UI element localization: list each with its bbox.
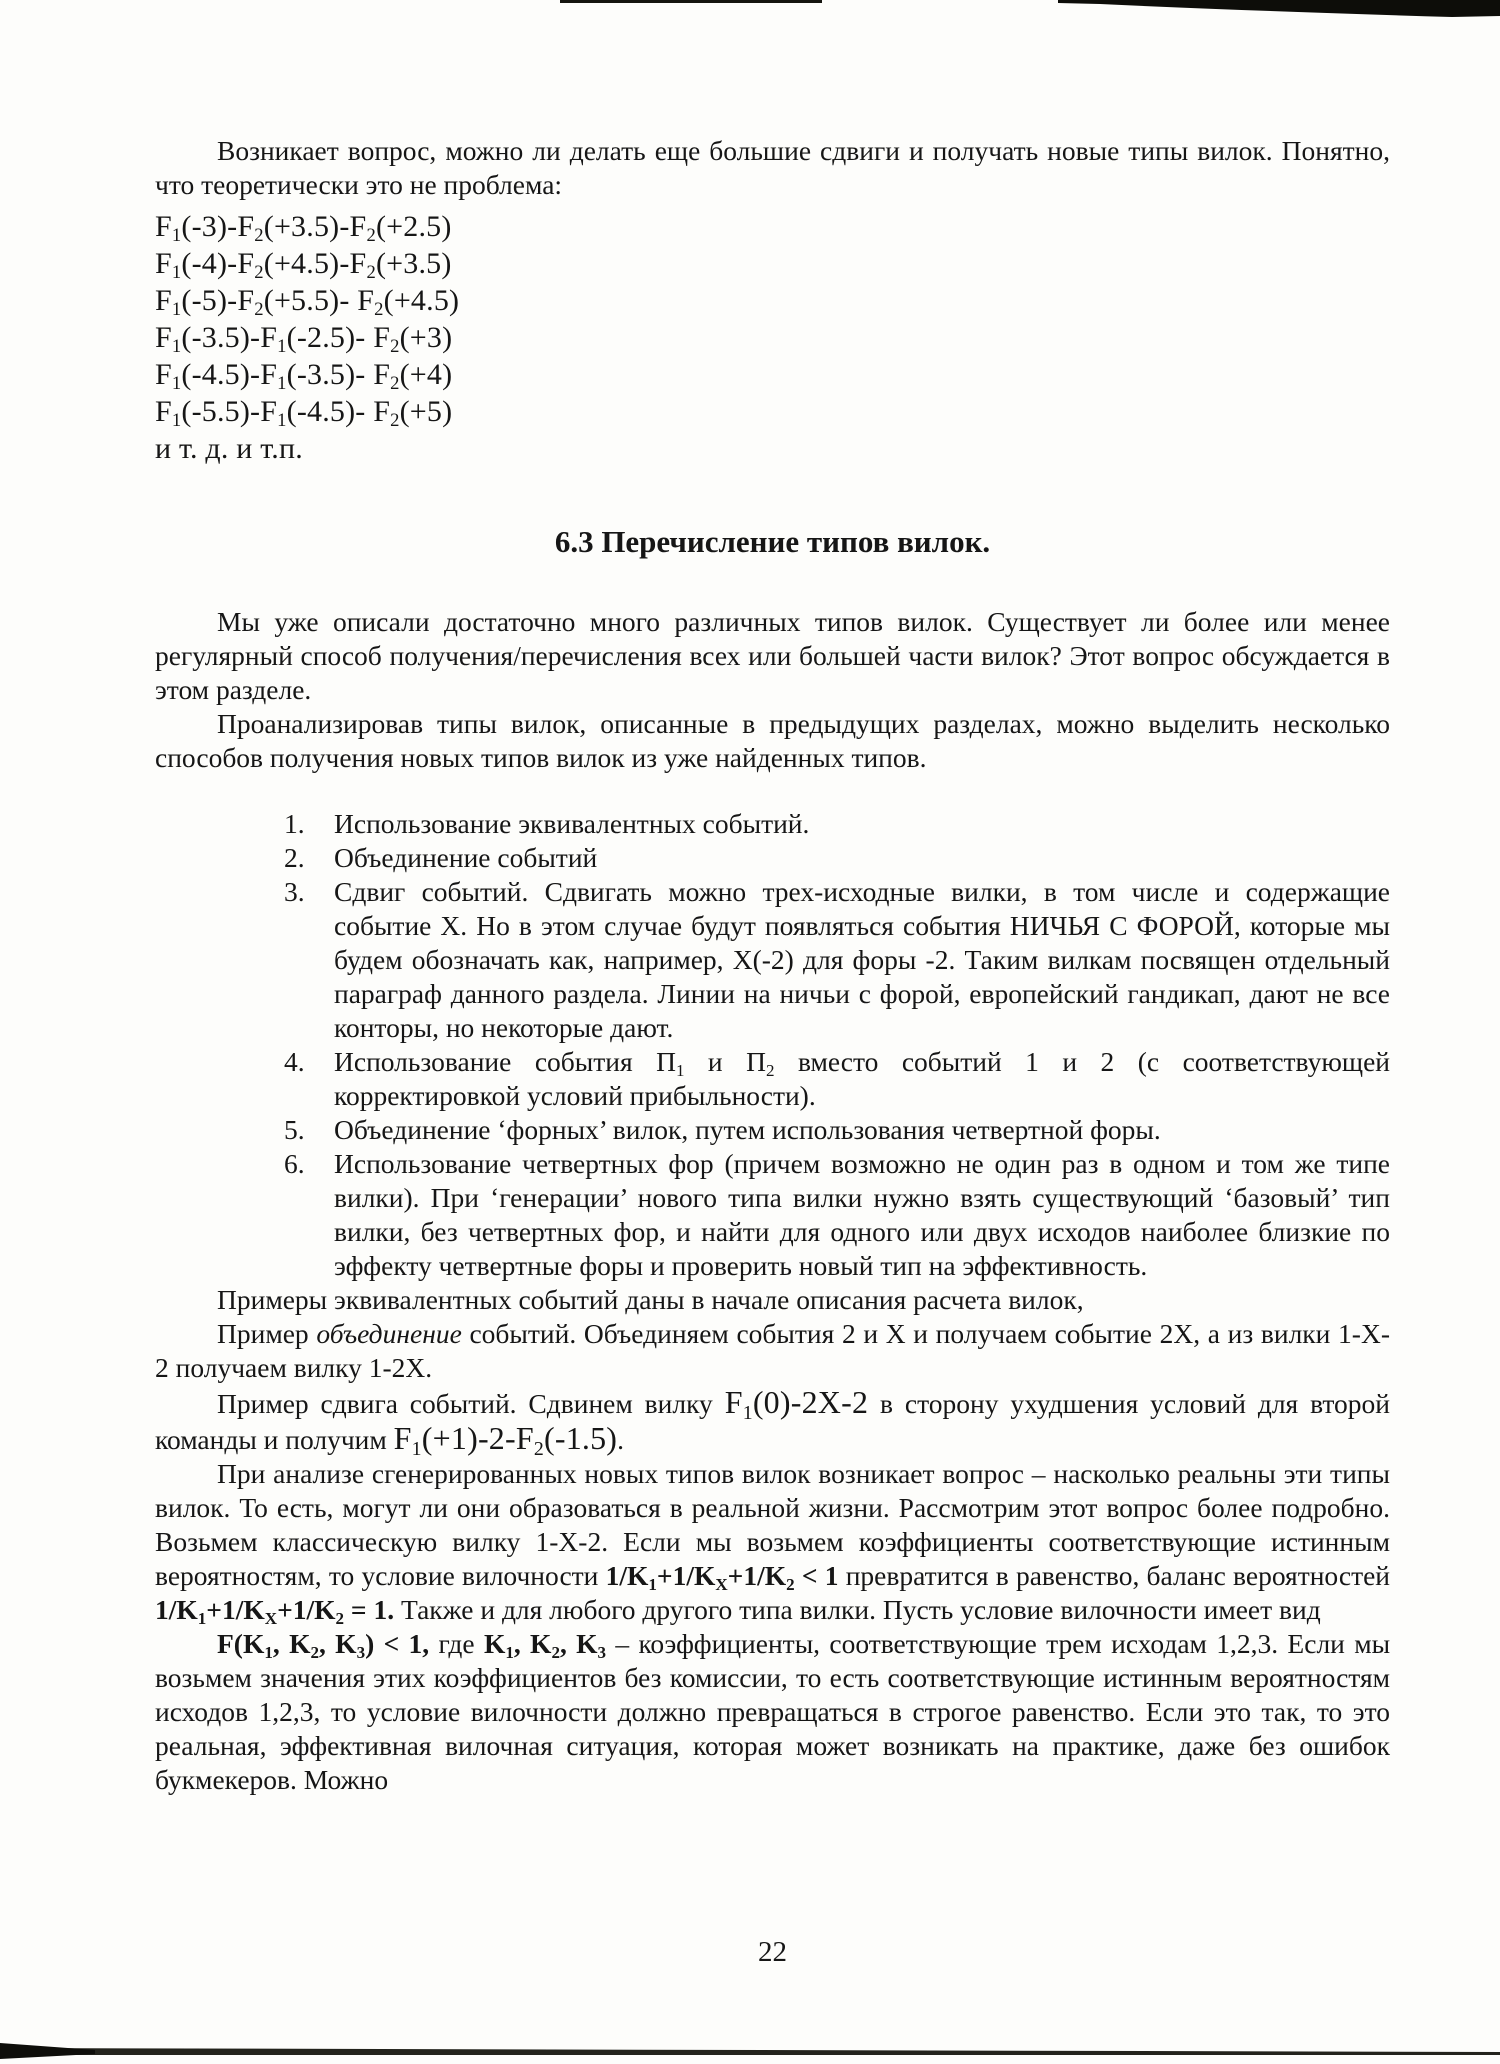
etc-line: и т. д. и т.п.	[155, 432, 303, 465]
scan-artifact-bottom	[0, 2040, 1500, 2064]
methods-list	[155, 807, 1390, 1283]
list-item: Объединение событий	[334, 842, 598, 873]
page-number: 22	[758, 1936, 787, 1968]
paragraph-shift-example: Пример сдвига событий. Сдвинем вилку $F_1(0)-2X-2$ в сторону ухудшения условий для второй команды и получим $F_1(+1)-2-F_2(-1.5)$.	[155, 1384, 1391, 1460]
fork-formula-list	[155, 208, 1390, 467]
formula-line: $F_1(-5)-F_2(+5.5)-$ $F_2(+4.5)$	[155, 284, 460, 321]
list-item: Сдвиг событий. Сдвигать можно трех-исходные вилки, в том числе и содержащие событие X. Но в этом случае будут появляться события НИЧЬЯ С ФОРОЙ, которые мы будем обозначать как, например, X(-2) для форы -2. Таким вилкам посвящен отдельный параграф данного раздела. Линии на ничьи с форой, европейский гандикап, дают не все конторы, но некоторые дают.	[334, 876, 1390, 1043]
section-heading: 6.3 Перечисление типов вилок.	[554, 524, 991, 559]
list-item: Использование события $П_1$ и $П_2$ вместо событий 1 и 2 (с соответствующей корректировкой условий прибыльности).	[334, 1046, 1390, 1111]
page-body	[155, 134, 1390, 1797]
formula-line: $F_1(-4.5)-F_1(-3.5)-$ $F_2(+4)$	[155, 358, 453, 395]
paragraph-analyzed: Проанализировав типы вилок, описанные в предыдущих разделах, можно выделить несколько способов получения новых типов вилок из уже найденных типов.	[155, 708, 1390, 773]
list-item: Использование четвертных фор (причем возможно не один раз в одном и том же типе вилки). При ‘генерации’ нового типа вилки нужно взять существующий ‘базовый’ тип вилки, без четвертных фор, и найти для одного или двух исходов наиболее близкие по эффекту четвертные форы и проверить новый тип на эффективность.	[334, 1148, 1390, 1281]
scan-artifact-top	[0, 0, 1500, 22]
formula-line: $F_1(-4)-F_2(+4.5)-F_2(+3.5)$	[155, 247, 452, 284]
formula-line: $F_1(-3)-F_2(+3.5)-F_2(+2.5)$	[155, 210, 452, 247]
paragraph-described: Мы уже описали достаточно много различных типов вилок. Существует ли более или менее регулярный способ получения/перечисления всех или большей части вилок? Этот вопрос обсуждается в этом разделе.	[155, 606, 1390, 705]
paragraph-examples: Примеры эквивалентных событий даны в начале описания расчета вилок,	[217, 1284, 1084, 1315]
formula-line: $F_1(-3.5)-F_1(-2.5)-$ $F_2(+3)$	[155, 321, 453, 358]
paragraph-real-forks: При анализе сгенерированных новых типов вилок возникает вопрос – насколько реальны эти типы вилок. То есть, могут ли они образоваться в реальной жизни. Рассмотрим этот вопрос более подробно. Возьмем классическую вилку 1-X-2. Если мы возьмем коэффициенты соответствующие истинным вероятностям, то условие вилочности $1/K_1+1/K_X+1/K_2 < 1$ превратится в равенство, баланс вероятностей $1/K_1+1/K_X+1/K_2 = 1$. Также и для любого другого типа вилки. Пусть условие вилочности имеет вид	[155, 1458, 1391, 1628]
paragraph-intro: Возникает вопрос, можно ли делать еще большие сдвиги и получать новые типы вилок. Понятно, что теоретически это не проблема:	[155, 135, 1390, 200]
list-item: Использование эквивалентных событий.	[334, 808, 810, 839]
list-item: Объединение ‘форных’ вилок, путем использования четвертной форы.	[334, 1114, 1161, 1145]
paragraph-merge-example: Пример объединение событий. Объединяем события 2 и X и получаем событие 2X, а из вилки 1-X-2 получаем вилку 1-2X.	[155, 1318, 1390, 1383]
paragraph-fork-condition: $F(K_1$, $K_2$, $K_3) < 1$, где $K_1$, $K_2$, $K_3$ – коэффициенты, соответствующие трем исходам 1,2,3. Если мы возьмем значения этих коэффициентов без комиссии, то есть соответствующие истинным вероятностям исходов 1,2,3, то условие вилочности должно превращаться в строгое равенство. Если это так, то это реальная, эффективная вилочная ситуация, которая может возникать на практике, даже без ошибок букмекеров. Можно	[155, 1628, 1391, 1795]
formula-line: $F_1(-5.5)-F_1(-4.5)-$ $F_2(+5)$	[155, 395, 453, 432]
